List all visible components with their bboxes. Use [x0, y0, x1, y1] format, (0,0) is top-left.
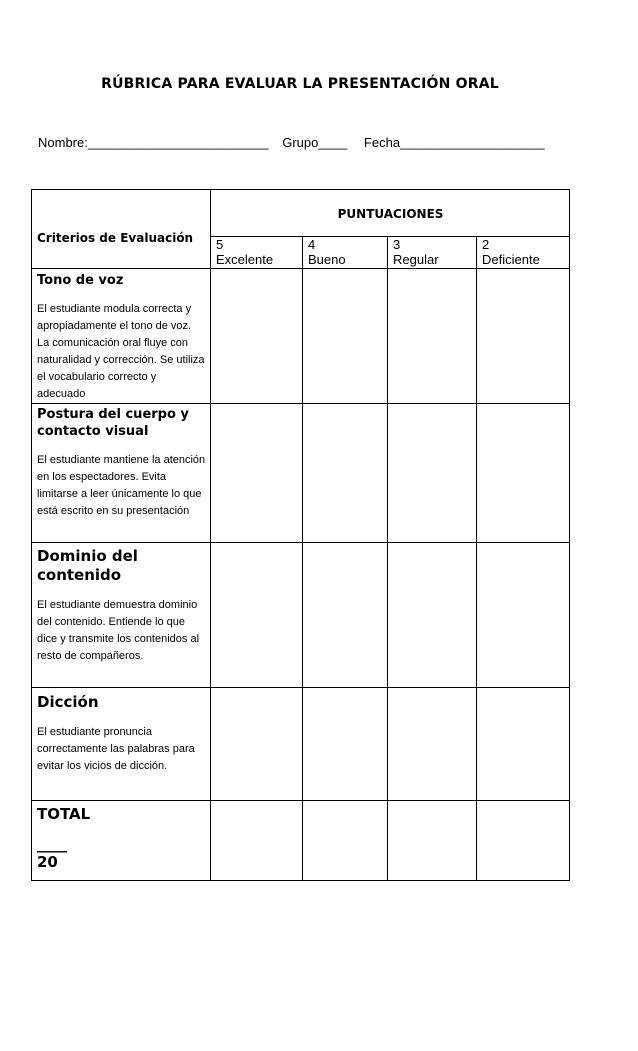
criterion-name: Dominio del contenido	[37, 547, 138, 584]
table-row	[32, 269, 570, 404]
criterion-name: Postura del cuerpo y contacto visual	[37, 407, 189, 439]
nombre-field[interactable]: Nombre:_________________________	[38, 135, 269, 150]
table-row	[32, 688, 570, 801]
score-value: 5	[216, 237, 224, 252]
criterion-name: Tono de voz	[37, 273, 124, 288]
score-cell[interactable]	[477, 688, 570, 801]
criterion-cell	[32, 688, 211, 801]
score-header-4	[303, 237, 388, 269]
fecha-field[interactable]: Fecha____________________	[363, 135, 545, 150]
score-cell[interactable]	[477, 404, 570, 543]
criterion-cell	[32, 404, 211, 543]
score-cell[interactable]	[303, 269, 388, 404]
rubric-table	[31, 189, 570, 881]
criterion-cell	[32, 269, 211, 404]
score-cell[interactable]	[303, 543, 388, 688]
score-cell[interactable]	[388, 801, 477, 881]
score-cell[interactable]	[477, 269, 570, 404]
total-blank[interactable]: ____	[37, 835, 67, 853]
criteria-header: Criterios de Evaluación	[32, 190, 211, 269]
score-label: Bueno	[308, 252, 346, 267]
criterion-description: El estudiante mantiene la atención en los espectadores. Evita limitarse a leer únicamente lo que está escrito en su presentación	[37, 454, 206, 517]
criterion-description: El estudiante demuestra dominio del contenido. Entiende lo que dice y transmite los contenidos al resto de compañeros.	[37, 599, 200, 662]
score-header-2	[477, 237, 570, 269]
score-label: Excelente	[216, 252, 274, 267]
score-cell[interactable]	[211, 543, 303, 688]
score-cell[interactable]	[303, 801, 388, 881]
score-header-3	[388, 237, 477, 269]
score-cell[interactable]	[211, 688, 303, 801]
criterion-description: El estudiante modula correcta y apropiadamente el tono de voz. La comunicación oral fluye con naturalidad y corrección. Se utiliza el vocabulario correcto y adecuado	[37, 303, 205, 400]
score-cell[interactable]	[303, 688, 388, 801]
total-cell	[32, 801, 211, 881]
table-row	[32, 543, 570, 688]
score-cell[interactable]	[211, 269, 303, 404]
score-cell[interactable]	[388, 269, 477, 404]
score-cell[interactable]	[388, 404, 477, 543]
score-label: Deficiente	[482, 252, 540, 267]
score-cell[interactable]	[211, 404, 303, 543]
score-cell[interactable]	[388, 688, 477, 801]
scores-header: PUNTUACIONES	[211, 190, 570, 237]
score-value: 2	[482, 237, 490, 252]
score-cell[interactable]	[477, 801, 570, 881]
total-row	[32, 801, 570, 881]
score-cell[interactable]	[211, 801, 303, 881]
score-label: Regular	[393, 252, 439, 267]
score-cell[interactable]	[477, 543, 570, 688]
student-info-line	[38, 135, 545, 150]
score-value: 4	[308, 237, 316, 252]
page-title: RÚBRICA PARA EVALUAR LA PRESENTACIÓN ORAL	[101, 76, 499, 92]
criterion-name: Dicción	[37, 693, 99, 711]
total-label: TOTAL	[37, 805, 91, 823]
score-cell[interactable]	[303, 404, 388, 543]
score-value: 3	[393, 237, 401, 252]
criterion-description: El estudiante pronuncia correctamente las palabras para evitar los vicios de dicción.	[37, 726, 195, 772]
total-max: 20	[37, 853, 58, 871]
criterion-cell	[32, 543, 211, 688]
score-cell[interactable]	[388, 543, 477, 688]
grupo-field[interactable]: Grupo____	[282, 135, 348, 150]
score-header-5	[211, 237, 303, 269]
table-row	[32, 404, 570, 543]
